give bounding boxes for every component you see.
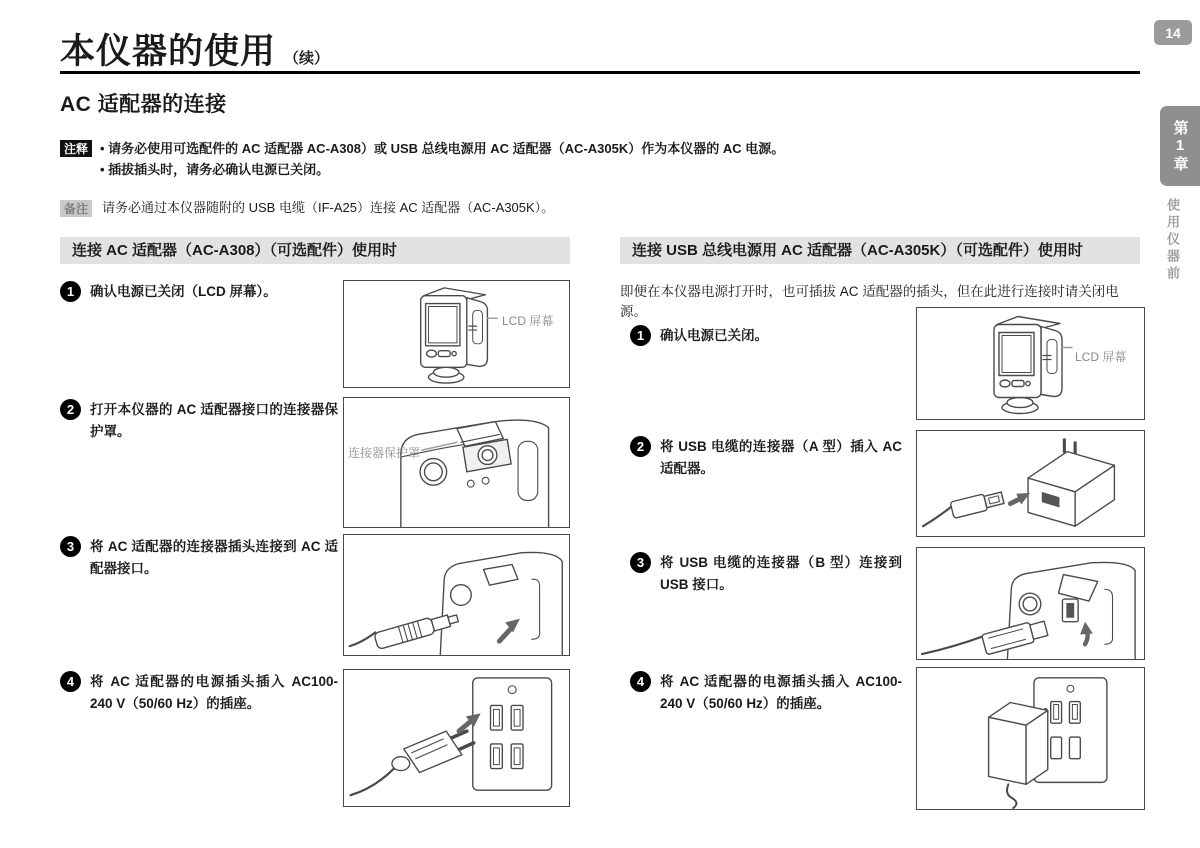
chapter-side-label: 使用仪器前 (1165, 198, 1180, 283)
note-block (60, 140, 784, 180)
adapter-outlet-illustration (917, 668, 1144, 809)
device-illustration (344, 281, 569, 387)
step-number: 2 (60, 399, 81, 420)
memo-badge: 备注 (60, 200, 92, 217)
page-title-suffix: （续） (284, 50, 330, 67)
plug-illustration (344, 535, 569, 655)
chapter-tab: 第1章 (1160, 106, 1200, 186)
column-header-right: 连接 USB 总线电源用 AC 适配器（AC-A305K）（可选配件）使用时 (620, 237, 1140, 264)
step-number: 3 (630, 552, 651, 573)
memo-block (60, 200, 554, 217)
page-number-badge: 14 (1154, 20, 1192, 45)
cover-illustration (344, 398, 569, 527)
step-number: 4 (60, 671, 81, 692)
figure-connector-cover (343, 397, 570, 528)
figure-device-lcd-right (916, 307, 1145, 420)
title-divider (60, 71, 1140, 74)
column-header-left: 连接 AC 适配器（AC-A308）（可选配件）使用时 (60, 237, 570, 264)
usb-port-illustration (917, 548, 1144, 659)
step-number: 3 (60, 536, 81, 557)
figure-usb-b-port (916, 547, 1145, 660)
right-step-3 (630, 552, 902, 596)
note-line: • 插拔插头时，请务必确认电源已关闭。 (100, 162, 330, 177)
left-step-1 (60, 281, 338, 303)
page-title-text: 本仪器的使用 (60, 32, 277, 71)
right-intro: 即便在本仪器电源打开时，也可插拔 AC 适配器的插头，但在此进行连接时请关闭电源。 (620, 284, 1119, 319)
right-step-1 (630, 325, 902, 347)
step-text: 确认电源已关闭（LCD 屏幕）。 (90, 284, 277, 299)
step-text: 将 AC 适配器的连接器插头连接到 AC 适配器接口。 (90, 539, 338, 576)
memo-text: 请务必通过本仪器随附的 USB 电缆（IF-A25）连接 AC 适配器（AC-A305K）。 (102, 200, 555, 215)
figure-device-lcd-left (343, 280, 570, 388)
left-step-3 (60, 536, 338, 580)
figure-label-lcd: LCD 屏幕 (502, 314, 554, 328)
step-text: 打开本仪器的 AC 适配器接口的连接器保护罩。 (90, 402, 338, 439)
right-step-2 (630, 436, 902, 480)
note-lines (100, 138, 784, 180)
figure-wall-outlet-left (343, 669, 570, 807)
left-step-4 (60, 671, 338, 715)
figure-wall-outlet-right (916, 667, 1145, 810)
right-step-4 (630, 671, 902, 715)
step-number: 1 (630, 325, 651, 346)
step-text: 确认电源已关闭。 (660, 328, 768, 343)
figure-plug-connect (343, 534, 570, 656)
left-step-2 (60, 399, 338, 443)
step-number: 2 (630, 436, 651, 457)
figure-label-lcd: LCD 屏幕 (1075, 350, 1127, 364)
step-number: 1 (60, 281, 81, 302)
page-title (60, 24, 329, 74)
outlet-illustration (344, 670, 569, 806)
step-text: 将 AC 适配器的电源插头插入 AC100-240 V（50/60 Hz）的插座。 (90, 674, 338, 711)
figure-label-cover: 连接器保护罩 (348, 446, 421, 460)
note-line: • 请务必使用可选配件的 AC 适配器 AC-A308）或 USB 总线电源用 AC 适配器（AC-A305K）作为本仪器的 AC 电源。 (100, 141, 785, 156)
step-text: 将 USB 电缆的连接器（B 型）连接到 USB 接口。 (660, 555, 902, 592)
figure-usb-a-adapter (916, 430, 1145, 537)
step-text: 将 AC 适配器的电源插头插入 AC100-240 V（50/60 Hz）的插座。 (660, 674, 902, 711)
section-title: AC 适配器的连接 (60, 93, 227, 116)
step-text: 将 USB 电缆的连接器（A 型）插入 AC 适配器。 (660, 439, 902, 476)
adapter-usb-illustration (917, 431, 1144, 536)
note-badge: 注释 (60, 140, 92, 157)
step-number: 4 (630, 671, 651, 692)
